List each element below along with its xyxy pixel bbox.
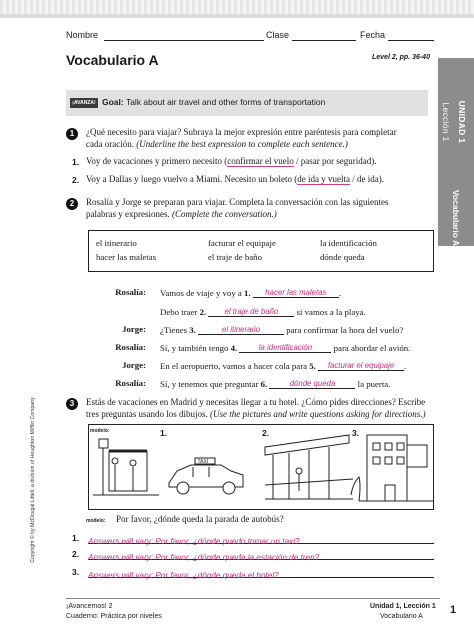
- blank-number: 2.: [199, 307, 207, 317]
- handwritten-answer: el itinerario: [221, 325, 261, 334]
- handwritten-answer: hacer las maletas: [265, 288, 327, 297]
- answer-number-3: 3.: [72, 567, 80, 577]
- answer-blank-1[interactable]: [253, 287, 342, 298]
- dialogue-pre: Debo traer: [160, 307, 200, 317]
- page-number: 1: [450, 604, 457, 616]
- word-bank-item: facturar el equipaje: [208, 238, 276, 248]
- taxi-illustration: [169, 458, 243, 494]
- picture-number-1: 1.: [160, 428, 168, 438]
- s1-item1-number: 1.: [72, 157, 80, 167]
- section-3-line2-italic: (Use the pictures and write questions asking for directions.): [210, 408, 426, 419]
- answer-line-2[interactable]: [88, 547, 434, 560]
- level-reference: Level 2, pp. 36-40: [372, 54, 430, 61]
- footer-unit: Unidad 1, Lección 1: [370, 603, 436, 610]
- section-3-line1: Estás de vacaciones en Madrid y necesitas llegar a tu hotel. ¿Cómo pides direcciones? Escribe: [86, 397, 426, 407]
- blank-number: 5.: [309, 361, 316, 371]
- dialogue-speaker: Jorge:: [122, 324, 146, 334]
- dialogue-speaker: Jorge:: [122, 360, 146, 370]
- dialogue-pre: En el aeropuerto, vamos a hacer cola para: [160, 361, 310, 371]
- picture-panel: [88, 424, 434, 510]
- dialogue-line-3: [160, 324, 403, 335]
- s1-item2-pre: Voy a Dallas y luego vuelvo a Miami. Necesito un boleto (: [86, 174, 298, 184]
- goal-description: Talk about air travel and other forms of transportation: [125, 97, 326, 107]
- dialogue-speaker: Rosalía:: [115, 342, 146, 352]
- answer-blank-4[interactable]: [239, 342, 331, 353]
- word-bank-item: el itinerario: [96, 238, 137, 248]
- footer-section: Vocabulario A: [380, 613, 423, 620]
- dialogue-speaker: Rosalía:: [115, 287, 146, 297]
- side-tab-vocab: [445, 188, 467, 248]
- answer-line-3[interactable]: [88, 565, 434, 578]
- section-3-number: 3: [66, 398, 78, 410]
- blank-number: 4.: [230, 343, 238, 353]
- answer-line-1[interactable]: [88, 531, 434, 544]
- footer-divider: [66, 598, 440, 599]
- page-title: Vocabulario A: [66, 52, 159, 68]
- fecha-label: Fecha: [360, 30, 386, 40]
- train-station-illustration: [265, 435, 353, 499]
- bus-stop-illustration: [93, 439, 159, 495]
- handwritten-answer: facturar el equipaje: [327, 361, 395, 370]
- section-2-line2: palabras y expresiones.: [86, 208, 172, 219]
- answer-blank-2[interactable]: [208, 306, 294, 317]
- dialogue-post: .: [338, 288, 342, 298]
- picture-modelo-label: modelo:: [90, 428, 110, 434]
- s1-item2-number: 2.: [72, 175, 80, 185]
- handwritten-answer: el traje de baño: [224, 307, 279, 316]
- handwritten-answer: Answers will vary: Por favor, ¿dónde queda el hotel?: [88, 571, 279, 580]
- word-bank-item: hacer las maletas: [96, 252, 157, 262]
- clase-label: Clase: [266, 30, 290, 40]
- dialogue-post: para abordar el avión.: [331, 343, 411, 353]
- modelo-label: modelo:: [86, 518, 106, 524]
- dialogue-line-5: [160, 360, 406, 371]
- s1-item1-answer[interactable]: confirmar el vuelo: [227, 156, 294, 166]
- handwritten-answer: dónde queda: [289, 379, 336, 388]
- s1-item2: [86, 174, 384, 186]
- fecha-field[interactable]: [388, 40, 434, 41]
- blank-number: 6.: [260, 379, 268, 389]
- decorative-top-border: [0, 0, 474, 18]
- copyright-notice: [28, 380, 38, 580]
- footer-book-subtitle: Cuaderno: Práctica por niveles: [66, 613, 162, 620]
- taxi-sign-text: TAXI: [197, 459, 209, 466]
- blank-number: 1.: [244, 288, 251, 298]
- avanza-badge: ¡AVANZA!: [70, 98, 98, 108]
- goal-label: Goal:: [102, 97, 124, 107]
- picture-number-2: 2.: [262, 428, 270, 438]
- dialogue-line-6: [160, 378, 390, 389]
- section-2-number: 2: [66, 198, 78, 210]
- handwritten-answer: Answers will vary: Por favor, ¿dónde puedo tomar un taxi?: [88, 537, 300, 546]
- goal-text: [102, 97, 325, 107]
- dialogue-post: para confirmar la hora del vuelo?: [284, 325, 404, 335]
- dialogue-post: si vamos a la playa.: [294, 307, 366, 317]
- answer-blank-3[interactable]: [198, 324, 284, 335]
- section-1-number: 1: [66, 128, 78, 140]
- side-tab-unit: UNIDAD 1: [457, 100, 467, 144]
- section-1-instructions: [86, 127, 436, 150]
- side-tab-labels: [438, 58, 474, 186]
- answer-number-2: 2.: [72, 549, 80, 559]
- side-tab-lesson: Lección 1: [441, 102, 451, 142]
- answer-blank-6[interactable]: [269, 378, 355, 389]
- dialogue-post: .: [404, 361, 407, 371]
- dialogue-pre: Vamos de viaje y voy a: [160, 288, 245, 298]
- handwritten-answer: Answers will vary: Por favor, ¿dónde queda la estación de tren?: [88, 553, 320, 562]
- section-1-line1: ¿Qué necesito para viajar? Subraya la mejor expresión entre paréntesis para completar: [86, 127, 397, 137]
- blank-number: 3.: [189, 325, 196, 335]
- word-bank: [88, 230, 434, 272]
- answer-blank-5[interactable]: [318, 360, 407, 371]
- section-2-instructions: [86, 197, 436, 220]
- dialogue-pre: Sí, y también tengo: [160, 343, 231, 353]
- word-bank-item: la identificación: [320, 238, 377, 248]
- side-tab-vocab-label: Vocabulario A: [451, 189, 461, 247]
- word-bank-item: el traje de baño: [208, 252, 262, 262]
- s1-item2-answer[interactable]: de ida y vuelta: [297, 174, 351, 184]
- word-bank-item: dónde queda: [320, 252, 365, 262]
- answer-number-1: 1.: [72, 533, 80, 543]
- section-2-line2-italic: (Complete the conversation.): [171, 208, 277, 219]
- dialogue-line-4: [160, 342, 410, 353]
- copyright-text: Copyright © by McDougal Littell, a division of Houghton Mifflin Company: [30, 397, 36, 563]
- hotel-illustration: [351, 435, 433, 501]
- nombre-label: Nombre: [66, 30, 99, 40]
- dialogue-line-1: [160, 287, 341, 298]
- nombre-field[interactable]: [104, 40, 264, 41]
- section-1-line2-italic: (Underline the best expression to complete each sentence.): [136, 138, 348, 149]
- dialogue-line-2: [160, 306, 366, 317]
- section-1-line2: cada oración.: [86, 138, 137, 149]
- s1-item1: [86, 156, 377, 168]
- dialogue-pre: Sí, y tenemos que preguntar: [160, 379, 261, 389]
- dialogue-pre: ¿Tienes: [160, 325, 190, 335]
- dialogue-speaker: Rosalía:: [115, 378, 146, 388]
- footer-book-title: ¡Avancemos! 2: [66, 603, 113, 610]
- modelo-example: Por favor, ¿dónde queda la parada de autobús?: [116, 514, 284, 524]
- section-2-line1: Rosalía y Jorge se preparan para viajar. Completa la conversación con las siguientes: [86, 197, 389, 207]
- handwritten-answer: la identificación: [258, 343, 313, 352]
- s1-item1-post: / pasar por seguridad).: [293, 156, 377, 166]
- s1-item1-pre: Voy de vacaciones y primero necesito (: [86, 156, 228, 166]
- dialogue-post: la puerta.: [355, 379, 391, 389]
- s1-item2-post: / de ida).: [350, 174, 385, 184]
- picture-number-3: 3.: [352, 428, 360, 438]
- clase-field[interactable]: [292, 40, 356, 41]
- section-3-instructions: [86, 397, 438, 420]
- section-3-line2: tres preguntas usando los dibujos.: [86, 408, 210, 419]
